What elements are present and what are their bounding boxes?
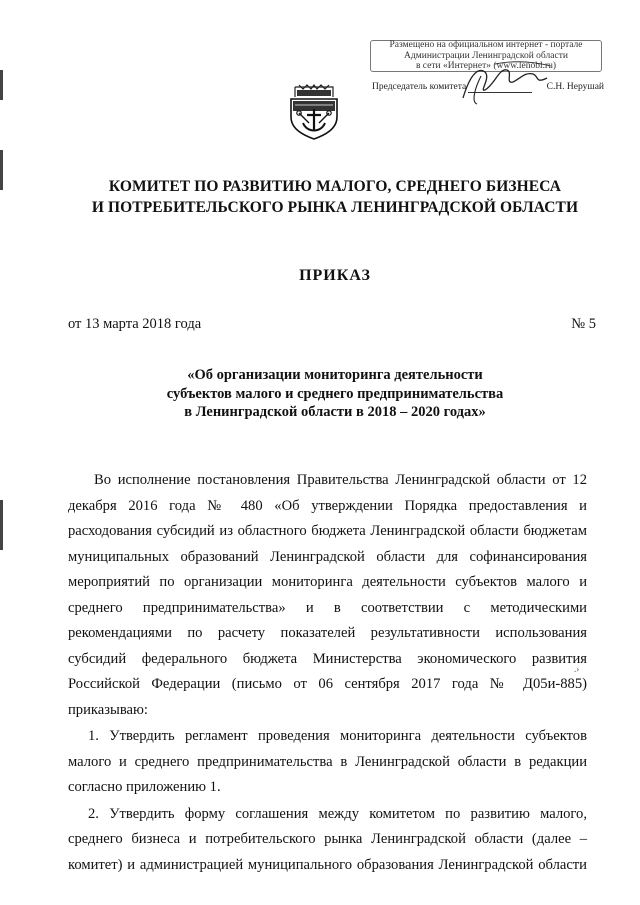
scan-edge-mark <box>0 500 3 550</box>
stamp-line: Администрации Ленинградской области <box>404 50 568 61</box>
body-paragraph-item-2: 2. Утвердить форму соглашения между комитетом по развитию малого, среднего бизнеса и потребительского рынка Ленинградской области (далее – комитет) и администрацией муниципального образования Ленинградской области <box>68 805 587 873</box>
org-line: И ПОТРЕБИТЕЛЬСКОГО РЫНКА ЛЕНИНГРАДСКОЙ ОБЛАСТИ <box>91 199 579 216</box>
scan-edge-mark <box>0 70 3 100</box>
order-body <box>68 468 587 879</box>
scan-artifact-mark: .› <box>574 664 580 674</box>
stamp-line: в сети «Интернет» (www.lenobl.ru) <box>415 61 557 71</box>
order-subject <box>40 366 630 422</box>
scan-edge-mark <box>0 150 3 190</box>
subject-line: субъектов малого и среднего предпринимательства <box>166 385 504 402</box>
document-type-heading: ПРИКАЗ <box>299 267 371 284</box>
stamp-line: Размещено на официальном интернет - портале <box>389 40 583 50</box>
order-number: № 5 <box>571 316 596 332</box>
subject-line: в Ленинградской области в 2018 – 2020 годах» <box>184 404 486 420</box>
subject-line: «Об организации мониторинга деятельности <box>187 367 483 383</box>
coat-of-arms-icon <box>285 83 343 141</box>
handwritten-signature <box>455 58 555 106</box>
organization-name <box>40 176 630 218</box>
body-paragraph-item-1: 1. Утвердить регламент проведения мониторинга деятельности субъектов малого и среднего предпринимательства в Ленинградской области в редакции согласно приложению 1. <box>68 728 587 795</box>
chair-name: С.Н. Нерушай <box>546 82 604 92</box>
body-paragraph: Во исполнение постановления Правительства Ленинградской области от 12 декабря 2016 года № 480 «Об утверждении Порядка предоставления и расходования субсидий из областного бюджета Ленинградской области бюджетам муниципальных образований Ленинградской области для софинансирования мероприятий по организации мониторинга деятельности субъектов малого и среднего предпринимательства» и в соответствии с методическими рекомендациями по расчету показателей результативности использования субсидий федерального бюджета Министерства экономического развития Российской Федерации (письмо от 06 сентября 2017 года № Д05и-885) приказываю: <box>68 472 587 718</box>
order-date: от 13 марта 2018 года <box>68 316 202 332</box>
org-line: КОМИТЕТ ПО РАЗВИТИЮ МАЛОГО, СРЕДНЕГО БИЗНЕСА <box>108 178 562 195</box>
chair-position: Председатель комитета <box>372 82 467 92</box>
